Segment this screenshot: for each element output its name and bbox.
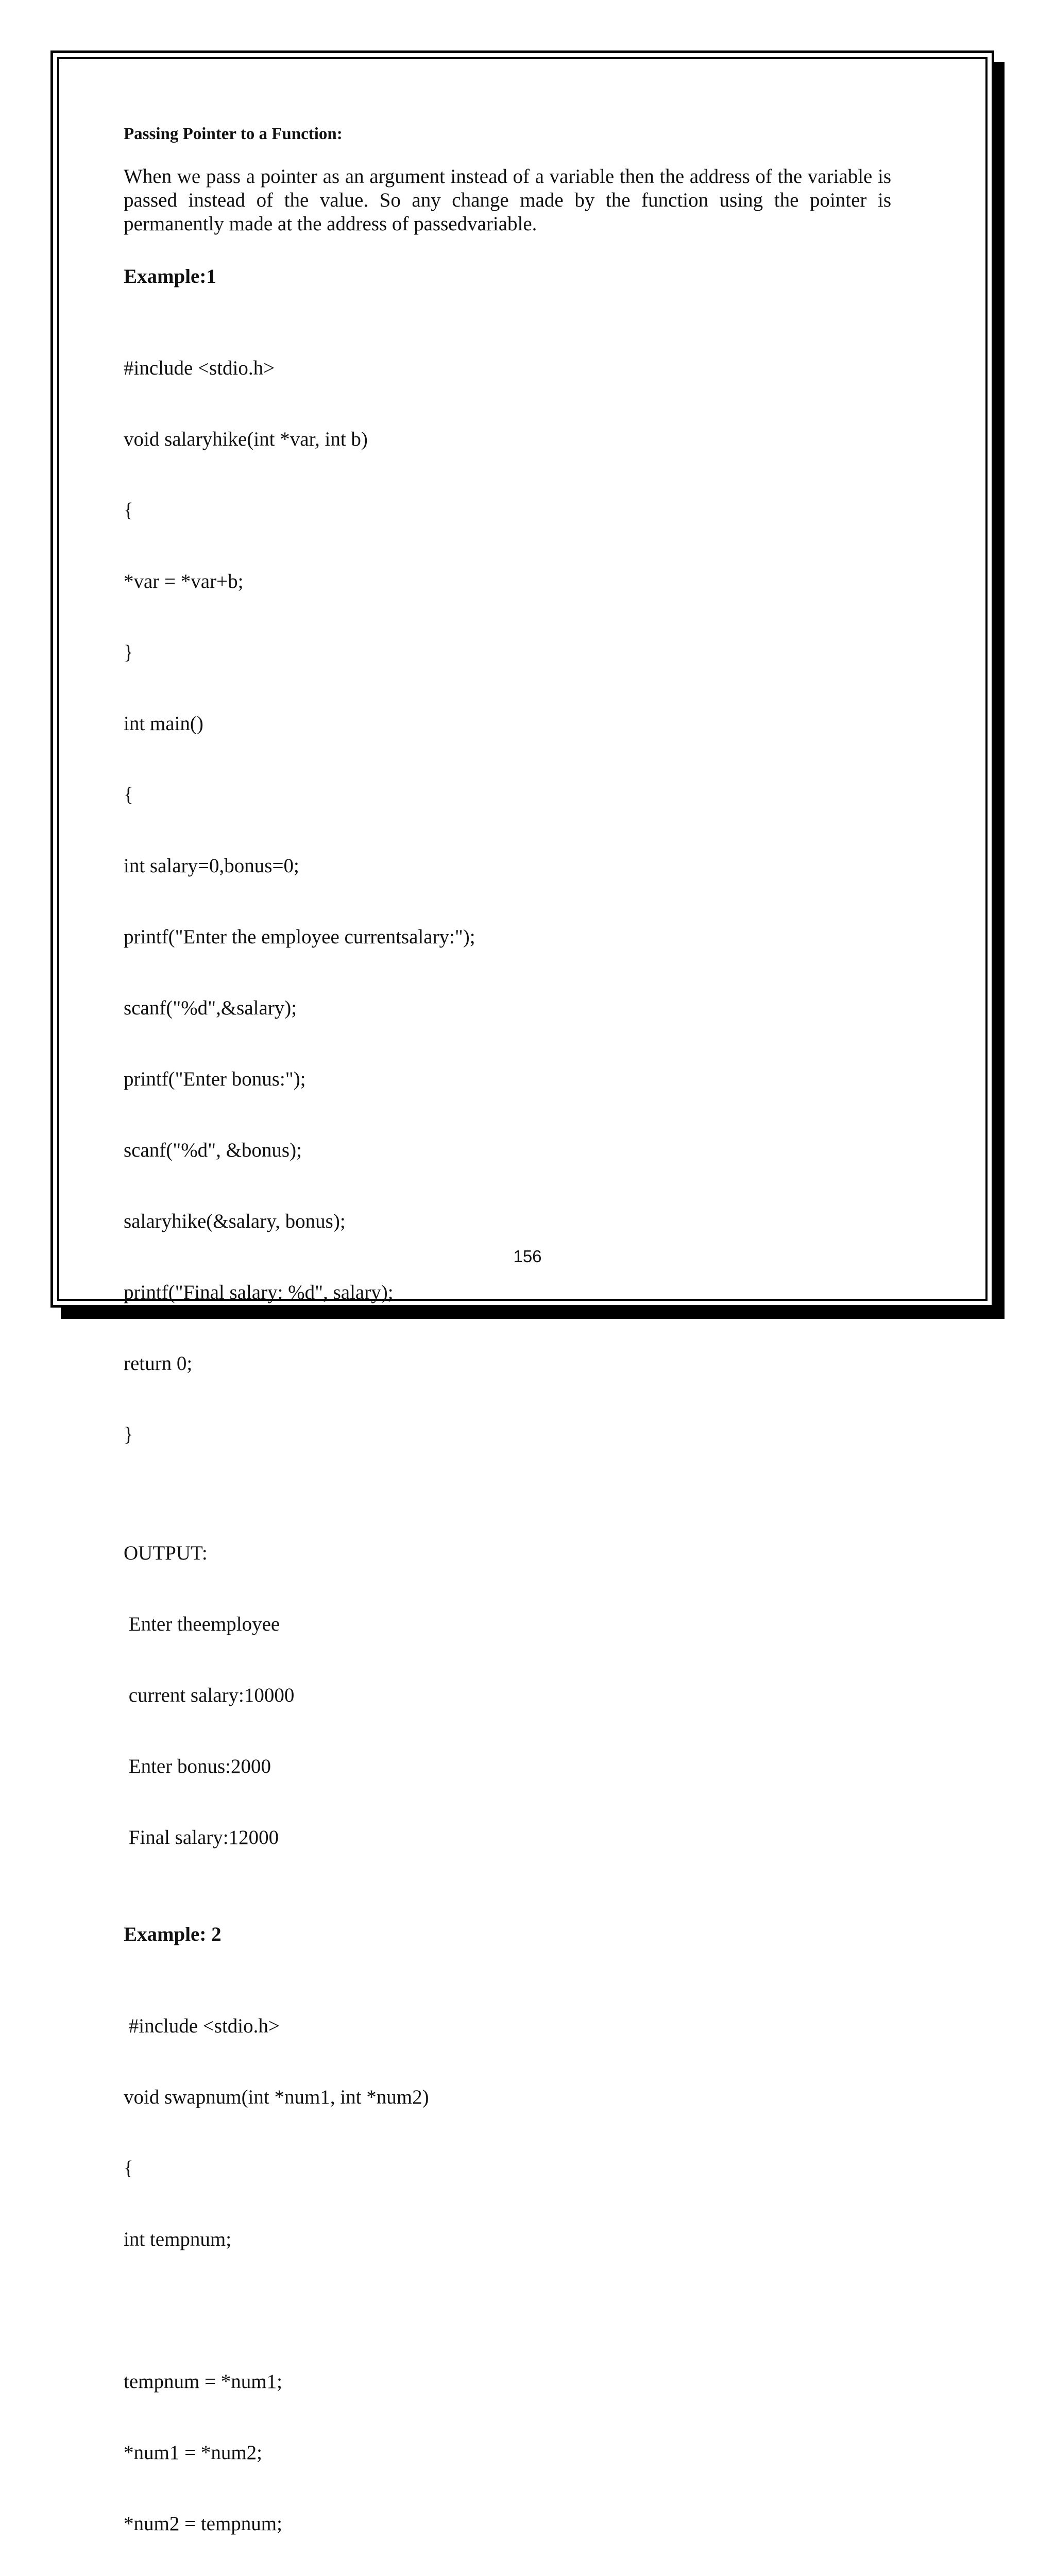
output-line: current salary:10000 xyxy=(124,1684,295,1706)
code-line: int tempnum; xyxy=(124,2228,232,2250)
code-line: printf("Enter the employee currentsalary:"); xyxy=(124,926,475,948)
output-line: Final salary:12000 xyxy=(124,1826,279,1849)
output-line: Enter bonus:2000 xyxy=(124,1755,271,1777)
code-line: } xyxy=(124,641,133,664)
example-2-code xyxy=(124,1967,891,2576)
output-line: Enter theemployee xyxy=(124,1613,280,1635)
code-line: tempnum = *num1; xyxy=(124,2370,282,2393)
code-line: *num2 = tempnum; xyxy=(124,2513,282,2535)
code-line: printf("Enter bonus:"); xyxy=(124,1068,306,1090)
code-line: void swapnum(int *num1, int *num2) xyxy=(124,2086,429,2108)
example-1-title: Example:1 xyxy=(124,265,216,287)
code-line: void salaryhike(int *var, int b) xyxy=(124,428,368,450)
code-line: printf("Final salary: %d", salary); xyxy=(124,1281,394,1303)
code-line: { xyxy=(124,784,133,806)
page-content xyxy=(124,123,891,2576)
code-line: scanf("%d",&salary); xyxy=(124,997,297,1019)
code-line: { xyxy=(124,499,133,521)
code-line-blank xyxy=(124,2299,891,2323)
intro-paragraph: When we pass a pointer as an argument instead of a variable then the address of the variable is passed instead of the value. So any change made by the function using the pointer is permanently made at the address of passedvariable. xyxy=(124,165,891,235)
code-line: int main() xyxy=(124,713,203,735)
code-line: salaryhike(&salary, bonus); xyxy=(124,1210,346,1232)
example-2-title: Example: 2 xyxy=(124,1923,222,1945)
code-line: #include <stdio.h> xyxy=(124,357,275,379)
section-title: Passing Pointer to a Function: xyxy=(124,125,343,143)
code-line: scanf("%d", &bonus); xyxy=(124,1139,302,1161)
code-line: { xyxy=(124,2157,133,2179)
code-line: int salary=0,bonus=0; xyxy=(124,855,299,877)
code-line: *num1 = *num2; xyxy=(124,2442,263,2464)
example-1-code xyxy=(124,309,891,1494)
code-line: *var = *var+b; xyxy=(124,570,244,592)
example-1-output xyxy=(124,1494,891,1897)
page-number: 156 xyxy=(513,1247,542,1266)
output-label: OUTPUT: xyxy=(124,1542,208,1564)
code-line: return 0; xyxy=(124,1352,193,1375)
code-line: } xyxy=(124,1423,133,1446)
code-line: #include <stdio.h> xyxy=(124,2015,280,2037)
